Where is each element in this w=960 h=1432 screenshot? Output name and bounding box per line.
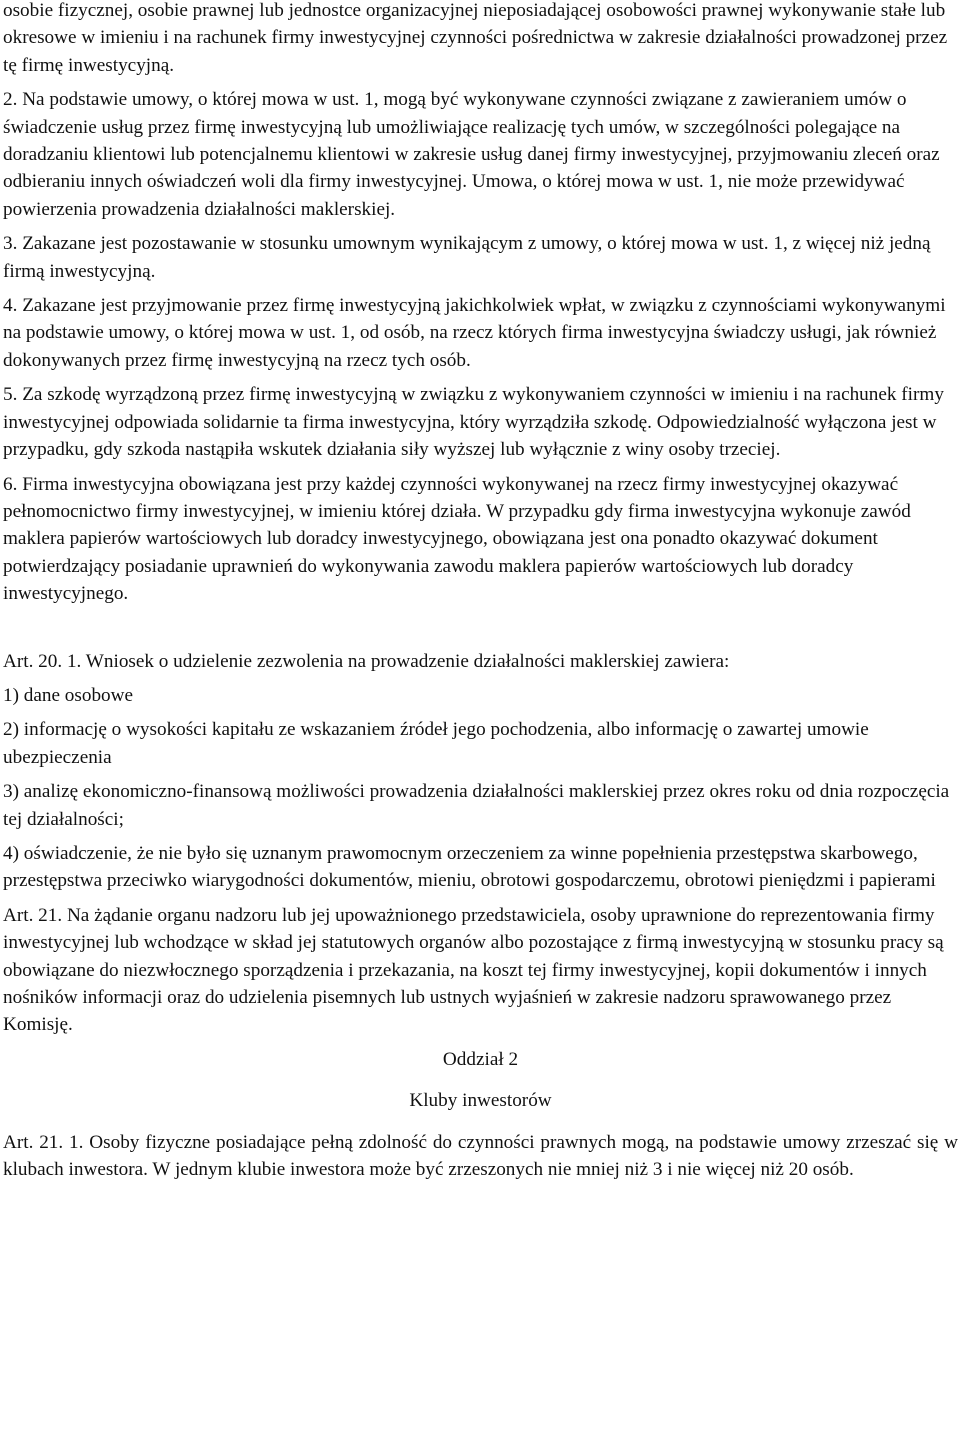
section-title: Kluby inwestorów	[409, 1090, 552, 1112]
list-item-1: 1) dane osobowe	[3, 684, 134, 706]
paragraph-6: 6. Firma inwestycyjna obowiązana jest przy każdej czynności wykonywanej na rzecz firmy inwestycyjnej okazywać pełnomocnictwo firmy inwestycyjnej, w imieniu której działa. W przypadku gdy firma inwestycyjna wykonuje zawód maklera papierów wartościowych lub doradcy inwestycyjnego, obowiązana jest ona ponadto okazywać dokument potwierdzający posiadanie uprawnień do wykonywania zawodu maklera papierów wartościowych lub doradcy inwestycyjnego.	[3, 473, 911, 605]
article-21-1: Art. 21. 1. Osoby fizyczne posiadające pełną zdolność do czynności prawnych mogą, na podstawie umowy zrzeszać się w klubach inwestora. W jednym klubie inwestora może być zrzeszonych nie mniej niż 3 i nie więcej niż 20 osób.	[3, 1131, 958, 1181]
section-heading: Oddział 2	[442, 1048, 519, 1070]
paragraph-2: 2. Na podstawie umowy, o której mowa w ust. 1, mogą być wykonywane czynności związane z zawieraniem umów o świadczenie usług przez firmę inwestycyjną lub umożliwiające realizację tych umów, w szczególności polegające na doradzaniu klientowi lub potencjalnemu klientowi w zakresie usług danej firmy inwestycyjnej, przyjmowaniu zleceń oraz odbieraniu innych oświadczeń woli dla firmy inwestycyjnej. Umowa, o której mowa w ust. 1, nie może przewidywać powierzenia prowadzenia działalności maklerskiej.	[3, 89, 940, 220]
paragraph-3: 3. Zakazane jest pozostawanie w stosunku umownym wynikającym z umowy, o której mowa w ust. 1, z więcej niż jedną firmą inwestycyjną.	[3, 233, 931, 282]
list-item-3: 3) analizę ekonomiczno-finansową możliwości prowadzenia działalności maklerskiej przez okres roku od dnia rozpoczęcia tej działalności;	[3, 781, 950, 830]
paragraph-intro: osobie fizycznej, osobie prawnej lub jednostce organizacyjnej nieposiadającej osobowości prawnej wykonywanie stałe lub okresowe w imieniu i na rachunek firmy inwestycyjnej czynności pośrednictwa w zakresie działalności prowadzonej przez tę firmę inwestycyjną.	[3, 0, 948, 76]
article-20-heading: Art. 20. 1. Wniosek o udzielenie zezwolenia na prowadzenie działalności maklerskiej zawiera:	[3, 650, 730, 672]
list-item-4: 4) oświadczenie, że nie było się uznanym prawomocnym orzeczeniem za winne popełnienia przestępstwa skarbowego, przestępstwa przeciwko wiarygodności dokumentów, mieniu, obrotowi gospodarczemu, obrotowi pieniędzmi i papierami	[3, 842, 936, 892]
document-page	[3, 0, 958, 1190]
list-item-2: 2) informację o wysokości kapitału ze wskazaniem źródeł jego pochodzenia, albo informację o zawartej umowie ubezpieczenia	[3, 719, 869, 768]
paragraph-4: 4. Zakazane jest przyjmowanie przez firmę inwestycyjną jakichkolwiek wpłat, w związku z czynnościami wykonywanymi na podstawie umowy, o której mowa w ust. 1, od osób, na rzecz których firma inwestycyjna świadczy usługi, jak również dokonywanych przez firmę inwestycyjną na rzecz tych osób.	[3, 295, 946, 371]
article-21: Art. 21. Na żądanie organu nadzoru lub jej upoważnionego przedstawiciela, osoby uprawnione do reprezentowania firmy inwestycyjnej lub wchodzące w skład jej statutowych organów albo pozostające z firmą inwestycyjną w stosunku pracy są obowiązane do niezwłocznego sporządzenia i przekazania, na koszt tej firmy inwestycyjnej, kopii dokumentów i innych nośników informacji oraz do udzielenia pisemnych lub ustnych wyjaśnień w zakresie nadzoru sprawowanego przez Komisję.	[3, 904, 944, 1036]
paragraph-5: 5. Za szkodę wyrządzoną przez firmę inwestycyjną w związku z wykonywaniem czynności w imieniu i na rachunek firmy inwestycyjnej odpowiada solidarnie ta firma inwestycyjna, który wyrządziła szkodę. Odpowiedzialność wyłączona jest w przypadku, gdy szkoda nastąpiła wskutek działania siły wyższej lub wyłącznie z winy osoby trzeciej.	[3, 384, 944, 461]
